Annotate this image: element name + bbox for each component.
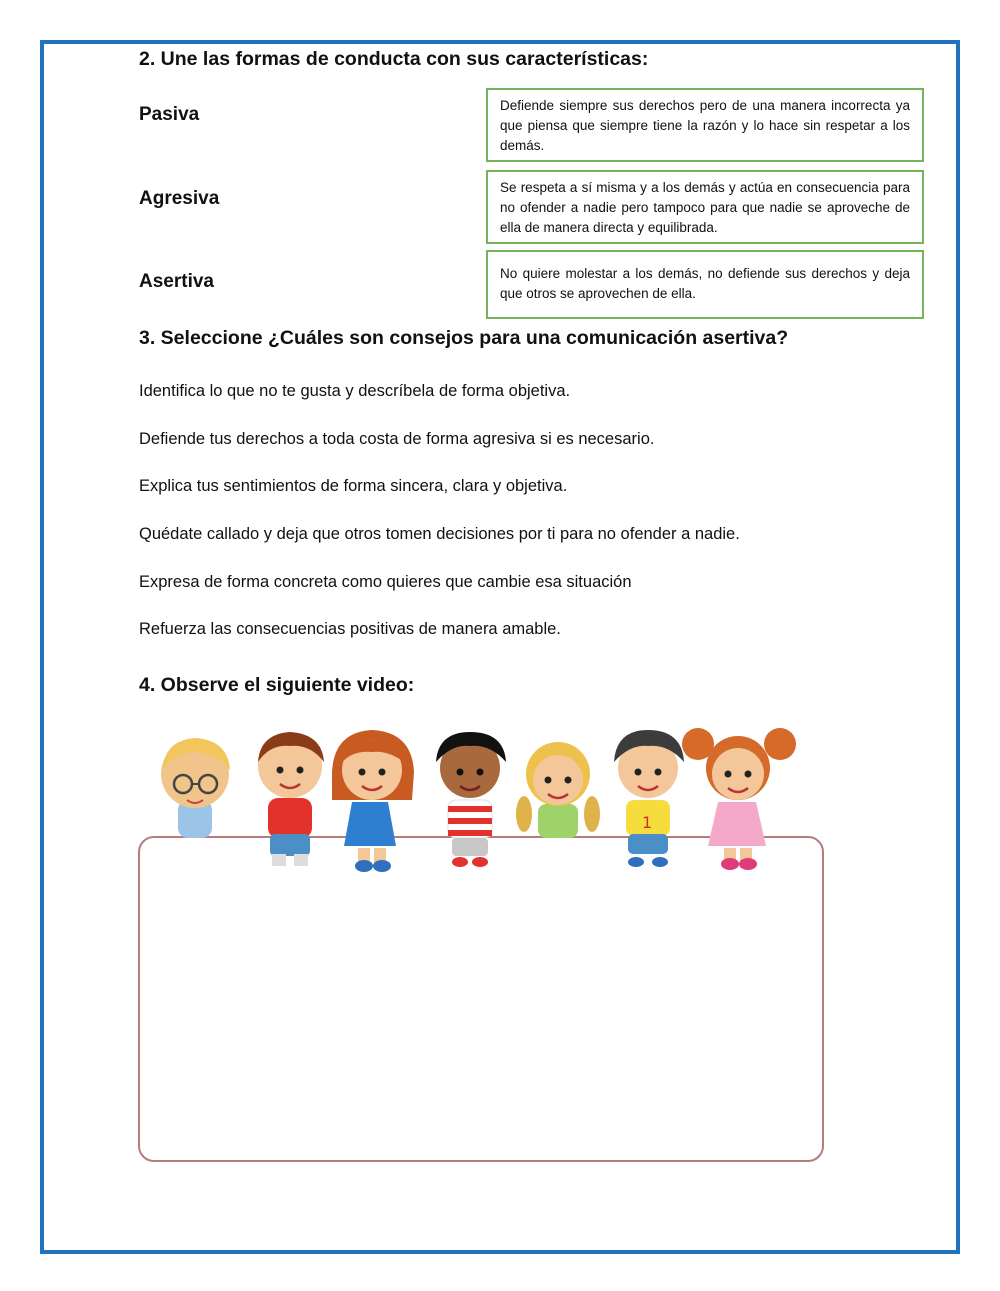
- kid-6: [614, 730, 684, 867]
- description-box-1[interactable]: Defiende siempre sus derechos pero de una manera incorrecta ya que piensa que siempre tiene la razón y lo hace sin respetar a los demás.: [486, 88, 924, 162]
- option-3[interactable]: Explica tus sentimientos de forma sincera, clara y objetiva.: [139, 477, 568, 495]
- video-board[interactable]: [138, 836, 824, 1162]
- term-pasiva[interactable]: Pasiva: [139, 104, 200, 125]
- option-2[interactable]: Defiende tus derechos a toda costa de forma agresiva si es necesario.: [139, 430, 655, 448]
- option-6[interactable]: Refuerza las consecuencias positivas de manera amable.: [139, 620, 561, 638]
- description-box-3[interactable]: No quiere molestar a los demás, no defiende sus derechos y deja que otros se aprovechen de ella.: [486, 250, 924, 319]
- kid-3: [332, 730, 414, 872]
- svg-text:1: 1: [642, 813, 653, 832]
- option-4[interactable]: Quédate callado y deja que otros tomen decisiones por ti para no ofender a nadie.: [139, 525, 740, 543]
- kid-1: [161, 738, 230, 838]
- kid-2: [258, 732, 324, 866]
- question-4-title: 4. Observe el siguiente video:: [139, 674, 415, 696]
- kid-7: [682, 728, 796, 870]
- description-box-2[interactable]: Se respeta a sí misma y a los demás y actúa en consecuencia para no ofender a nadie pero tampoco para que nadie se aproveche de ella de manera directa y equilibrada.: [486, 170, 924, 244]
- children-illustration: [140, 722, 830, 882]
- kid-4: [436, 732, 506, 867]
- kid-5: [516, 742, 600, 838]
- option-5[interactable]: Expresa de forma concreta como quieres que cambie esa situación: [139, 573, 632, 591]
- option-1[interactable]: Identifica lo que no te gusta y descríbela de forma objetiva.: [139, 382, 571, 400]
- question-2-title: 2. Une las formas de conducta con sus características:: [139, 48, 649, 70]
- term-agresiva[interactable]: Agresiva: [139, 188, 220, 209]
- term-asertiva[interactable]: Asertiva: [139, 271, 214, 292]
- question-3-title: 3. Seleccione ¿Cuáles son consejos para una comunicación asertiva?: [139, 327, 789, 349]
